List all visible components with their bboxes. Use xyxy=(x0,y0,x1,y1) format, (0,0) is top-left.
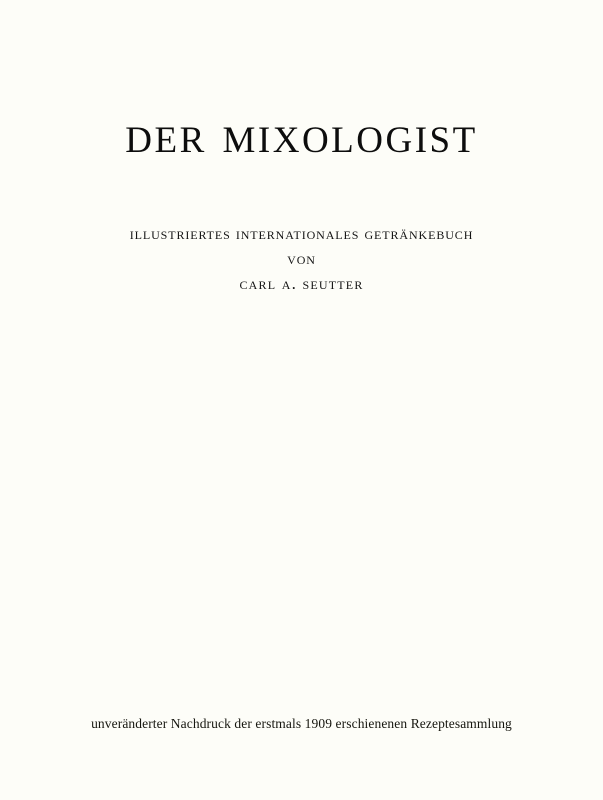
page-title: der mixologist xyxy=(125,106,478,164)
subtitle-description: illustriertes internationales getränkebuch xyxy=(129,224,474,243)
reprint-note: unveränderter Nachdruck der erstmals 1909 erschienenen Rezeptesammlung xyxy=(91,716,512,731)
subtitle-block xyxy=(0,222,603,297)
subtitle-byline: von xyxy=(287,248,316,268)
author-name: carl a. seutter xyxy=(239,273,364,293)
title-block xyxy=(0,108,603,164)
